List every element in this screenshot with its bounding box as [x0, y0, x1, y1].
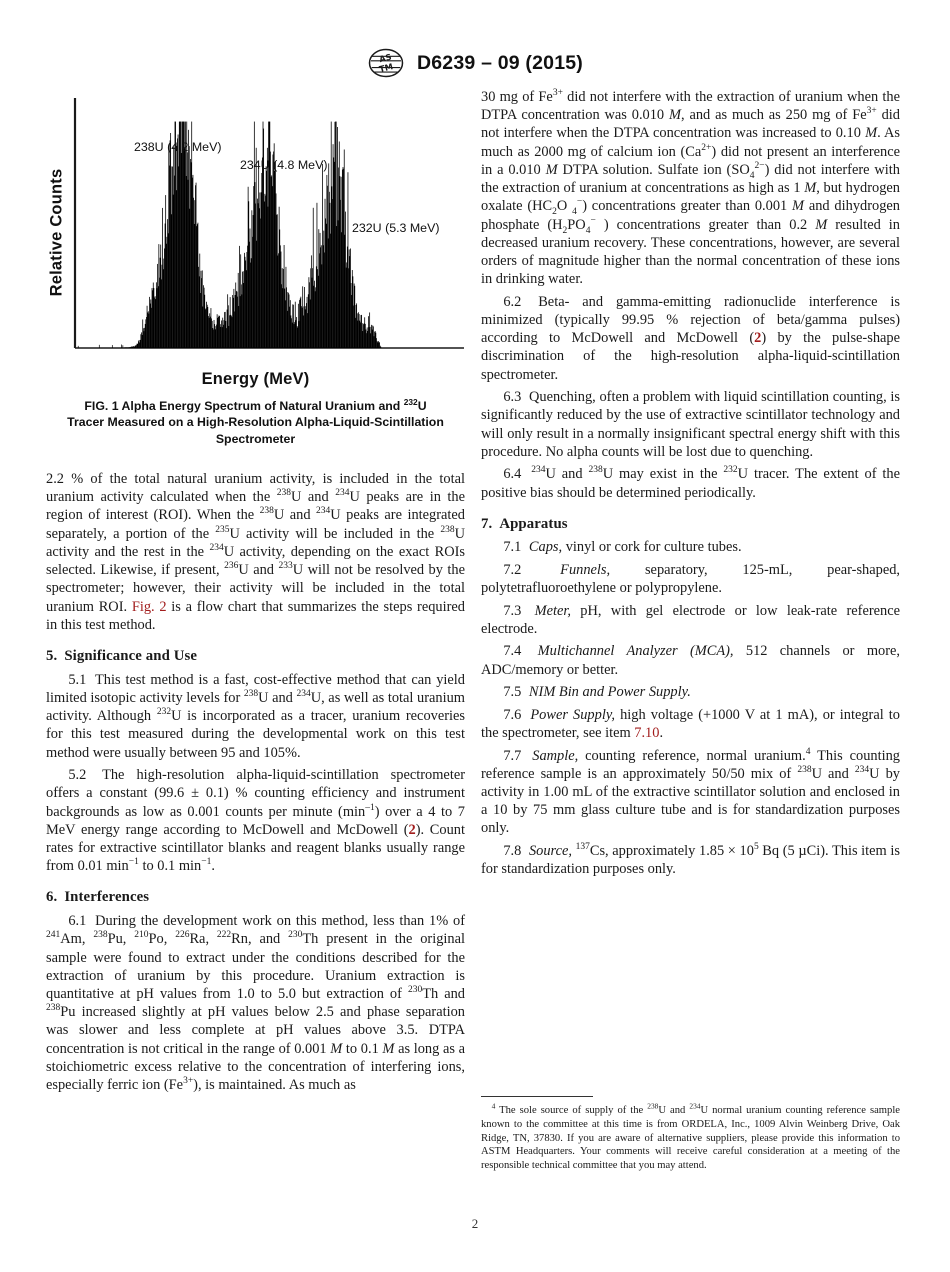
figure-caption-part3: Spectrometer [215, 431, 296, 446]
footnote-4-text: $^4$ The sole source of supply of the $^{238}$U and $^{234}$U normal uranium counting reference sample known to the committee at this time is from ORDELA, Inc., 1009 Alvin Weinberg Drive, Oak Ridge, TN, 37830. If you are aware of alternative suppliers, please provide this information to ASTM Headquarters. Your comments will receive careful consideration at a meeting of the responsible technical committee that you may attend. [481, 1101, 900, 1172]
paragraph-7-8: 7.8 Source, $^{137}$Cs, approximately $1.85 \times 10^5$ Bq (5 µCi). This item is for standardization purposes only. [481, 842, 900, 878]
figure-caption-part1: FIG. 1 Alpha Energy Spectrum of Natural Uranium and [84, 399, 404, 413]
paragraph-7-1: 7.1 Caps, vinyl or cork for culture tubes. [503, 539, 742, 556]
item-7-10-cross-reference-link[interactable]: 7.10 [634, 724, 660, 741]
paragraph-6-1: 6.1 During the development work on this method, less than 1% of $^{241}$Am, $^{238}$Pu, $^{210}$Po, $^{226}$Ra, $^{222}$Rn, and $^{230}$Th present in the original sample were found to extract under the conditions described for the extraction of uranium by this procedure. Uranium extraction is quantitative at pH values from 1.0 to 5.0 but extraction of $^{230}$Th and $^{238}$Pu increased slightly at pH values below 2.5 and phase separation was slower and less complete at pH values above 3.5. DTPA concentration is not critical in the range of 0.001 M to 0.1 M as long as a stoichiometric excess relative to the concentration of interfering ions, especially ferric ion $(Fe^{3+})$, is maintained. As much as [46, 913, 465, 1094]
page-header [0, 48, 950, 78]
paragraph-6-2: 6.2 Beta- and gamma-emitting radionuclide interference is minimized (typically 99.95 % rejection of beta/gamma pulses) according to McDowell and McDowell (2) by the pulse-shape discrimination of the high-resolution alpha-liquid-scintillation spectrometer. [481, 293, 900, 383]
svg-text:TM: TM [378, 61, 394, 75]
alpha-energy-spectrum-chart [46, 96, 465, 368]
figure-caption-superscript: 232 [403, 396, 418, 407]
astm-logo-icon [367, 48, 405, 78]
section-heading-5: 5. Significance and Use [46, 647, 198, 664]
figure-caption-part2: Tracer Measured on a High-Resolution Alpha-Liquid-Scintillation [67, 415, 444, 430]
paragraph-5-1: 5.1 This test method is a fast, cost-effective method that can yield limited isotopic activity levels for $^{238}$U and $^{234}$U, as well as total uranium activity. Although $^{232}$U is incorporated as a tracer, uranium recoveries for this test measured during the developmental work on this test method were usually between 95 and 105%. [46, 671, 465, 761]
reference-2-link-2[interactable]: 2 [754, 330, 762, 347]
chart-y-axis-label: Relative Counts [47, 168, 66, 296]
peak-label-234u: 234U (4.8 MeV) [240, 158, 328, 172]
section-heading-6: 6. Interferences [46, 889, 150, 906]
paragraph-7-3: 7.3 Meter, pH, with gel electrode or low leak-rate reference electrode. [481, 602, 900, 637]
paragraph-6-3: 6.3 Quenching, often a problem with liquid scintillation counting, is significantly reduced by the use of extractive scintillator technology and will only result in a normally insignificant spectral energy shift with this procedure. No alpha counts will be lost due to quenching. [481, 389, 900, 460]
figure-1 [46, 96, 465, 447]
footnote-divider [481, 1096, 593, 1097]
section-heading-7: 7. Apparatus [481, 515, 568, 532]
chart-plot-area [72, 96, 465, 368]
paragraph-7-4: 7.4 Multichannel Analyzer (MCA), 512 channels or more, ADC/memory or better. [481, 643, 900, 678]
paragraph-5-2: 5.2 The high-resolution alpha-liquid-scintillation spectrometer offers a constant (99.6 ± 0.1) % counting efficiency and instrument backgrounds as low as 0.001 counts per minute $(\min^{-1})$ over a 4 to 7 MeV energy range according to McDowell and McDowell (2). Count rates for extractive scintillator blanks and reagent blanks usually range from 0.01 $\min^{-1}$ to 0.1 $\min^{-1}$. [46, 767, 465, 875]
figure-caption-part1-end: U [417, 399, 427, 413]
page-footnote [481, 1096, 900, 1173]
reference-2-link[interactable]: 2 [408, 821, 416, 838]
paragraph-7-6: 7.6 Power Supply, high voltage (+1000 V at 1 mA), or integral to the spectrometer, see item 7.10. [481, 706, 900, 741]
paragraph-7-2: 7.2 Funnels, separatory, 125-mL, pear-shaped, polytetrafluoroethylene or polypropylene. [481, 561, 900, 597]
left-text-column [46, 470, 465, 1099]
footnote-marker: 4 [491, 1101, 496, 1111]
paragraph-6-1-continued: 30 mg of $Fe^{3+}$ did not interfere with the extraction of uranium when the DTPA concentration was 0.010 M, and as much as 250 mg of $Fe^{3+}$ did not interfere when the DTPA concentration was increased to 0.10 M. As much as 2000 mg of calcium ion $(Ca^{2+})$ did not present an interference in a 0.010 M DTPA solution. Sulfate ion $(SO_4^{2-})$ did not interfere with the extraction of uranium at concentrations as high as 1 M, but hydrogen oxalate ($HC_2O$ $_4$−) concentrations greater than 0.001 M and dihydrogen phosphate ($H_2PO_4^-$ ) concentrations greater than 0.2 M resulted in decreased uranium recovery. These concentrations, however, are several orders of magnitude higher than the normal concentration of these ions in drinking water. [481, 88, 900, 288]
paragraph-2-2: 2.2 % of the total natural uranium activity, is included in the total uranium activity calculated when the $^{238}$U and $^{234}$U peaks are in the region of interest (ROI). When the $^{238}$U and $^{234}$U peaks are integrated separately, a portion of the $^{235}$U activity will be included in the $^{238}$U activity and the rest in the $^{234}$U activity, depending on the exact ROIs selected. Likewise, if present, $^{236}$U and $^{233}$U will not be resolved by the spectrometer; however, their activity will be included in the total uranium ROI. Fig. 2 is a flow chart that summarizes the steps required in this test method. [46, 471, 465, 633]
peak-label-238u: 238U (4.2 MeV) [134, 140, 222, 154]
figure-2-cross-reference-link[interactable]: Fig. 2 [131, 598, 167, 615]
peak-label-232u: 232U (5.3 MeV) [352, 221, 440, 235]
paragraph-7-7: 7.7 Sample, counting reference, normal uranium.$^4$ This counting reference sample is an approximately 50/50 mix of $^{238}$U and $^{234}$U by activity in 1.00 mL of the extractive scintillator solution and enclosed in a 10 by 75 mm glass culture tube and is for standardization purposes only. [481, 746, 900, 837]
paragraph-6-4: 6.4 $^{234}$U and $^{238}$U may exist in the $^{232}$U tracer. The extent of the positive bias should be determined periodically. [481, 465, 900, 501]
svg-text:AS: AS [378, 51, 393, 65]
page-number: 2 [471, 1216, 479, 1231]
figure-caption [46, 398, 465, 447]
chart-x-axis-label: Energy (MeV) [201, 370, 310, 388]
right-text-column [481, 88, 900, 883]
document-designation: D6239 – 09 (2015) [416, 51, 584, 74]
footnote-marker-ref[interactable]: 4 [805, 746, 811, 757]
paragraph-7-5: 7.5 NIM Bin and Power Supply. [503, 684, 691, 701]
